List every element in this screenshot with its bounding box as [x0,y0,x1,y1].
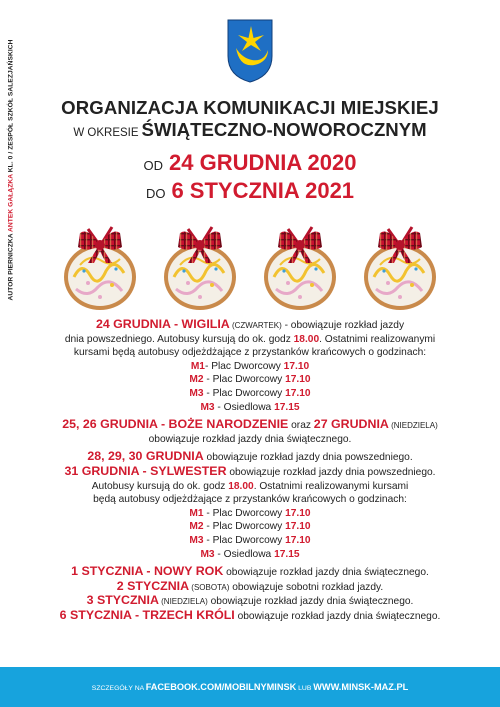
wigilia-date: 24 GRUDNIA [95,317,171,331]
bus-line-label: M1 [190,360,205,372]
subtitle-main: ŚWIĄTECZNO-NOWOROCZNYM [141,119,427,140]
bus-line-sep: - [203,387,213,399]
sylwester-text2: Autobusy kursują do ok. godz [91,480,229,492]
list-item [0,387,500,401]
wigilia-text-last [0,346,500,360]
credit-author-name: ANTEK GAŁĄZKA [7,174,15,232]
date-to [0,178,500,204]
wigilia-heading [0,318,500,333]
bus-stop: Plac Dworcowy [212,534,286,546]
bus-time: 17.10 [285,534,311,546]
christmas-text-value: obowiązuje rozkład jazdy dnia świątecznego. [148,433,352,445]
jan2-text: obowiązuje sobotni rozkład jazdy. [229,581,384,593]
date-from [0,150,500,176]
bus-line-label: M3 [189,534,204,546]
sylwester-text4: będą autobusy odjeżdżające z przystanków krańcowych o godzinach: [93,494,407,506]
bus-line-label: M3 [200,548,215,560]
bus-line-sep: - [203,521,213,533]
new-year-date: 1 STYCZNIA [71,564,143,579]
new-year-text: obowiązuje rozkład jazdy dnia świątecznego. [223,567,429,579]
bus-line-label: M2 [189,521,204,533]
schedule-body [0,318,500,623]
christmas-name: BOŻE NARODZENIE [168,417,289,432]
date-to-value: 6 STYCZNIA 2021 [171,178,355,203]
list-item [0,548,500,562]
credit-school: KL. 0 / ZESPÓŁ SZKÓŁ SALEZJAŃSKICH [7,39,15,175]
cookie-decorations [58,213,442,313]
wigilia-time: 18.00 [293,333,320,345]
bus-time: 17.15 [274,401,300,413]
jan3-heading [0,594,500,609]
bus-stop: Plac Dworcowy [211,360,284,372]
city-crest-star-crescent-icon [226,18,274,84]
date-to-prefix: DO [145,186,166,201]
new-year-heading [0,565,500,580]
bus-line-sep: - [203,507,213,519]
jan3-day: (NIEDZIELA) [158,597,208,607]
wigilia-text [0,333,500,347]
sylwester-text-last [0,493,500,507]
bus-stop: Osiedlowa [223,548,275,560]
bus-stop: Plac Dworcowy [212,374,286,386]
christmas-dates: 25, 26 GRUDNIA [62,417,158,432]
bus-line-sep: - [203,534,213,546]
date-from-prefix: OD [143,158,163,173]
list-item [0,401,500,415]
footer-prefix: SZCZEGÓŁY NA [91,685,146,692]
between-text: obowiązuje rozkład jazdy dnia powszedniego. [203,452,413,464]
christmas-day: (NIEDZIELA) [388,421,438,431]
page-title: ORGANIZACJA KOMUNIKACJI MIEJSKIEJ [61,97,439,118]
list-item [0,520,500,534]
jan2-day: (SOBOTA) [189,582,230,592]
footer-or: LUB [296,685,314,692]
jan2-heading [0,580,500,595]
wigilia-text1: - obowiązuje rozkład jazdy [281,320,405,331]
website-link[interactable]: WWW.MINSK-MAZ.PL [313,682,409,692]
wigilia-text3: . Ostatnimi realizowanymi [319,333,436,345]
epiphany-text: obowiązuje rozkład jazdy dnia świątecznego. [234,610,441,622]
wigilia-sep: - [170,317,182,331]
epiphany-date: 6 STYCZNIA [59,607,132,622]
gingerbread-cookie-icon [258,213,342,313]
christmas-sep: - [157,417,169,432]
bus-time: 17.15 [274,548,300,560]
bus-time: 17.10 [283,360,310,372]
subtitle-prefix: W OKRESIE [73,127,139,139]
christmas-text [0,433,500,447]
christmas-heading [0,418,500,433]
new-year-name: NOWY ROK [153,564,224,579]
sylwester-name: SYLWESTER [150,463,227,478]
bus-time: 17.10 [285,521,311,533]
bus-time: 17.10 [285,387,311,399]
sylwester-heading [0,465,500,480]
bus-line-label: M3 [200,401,215,413]
bus-line-sep: - [214,548,224,560]
wigilia-text2: dnia powszedniego. Autobusy kursują do ok. godz [64,333,294,345]
wigilia-text4: kursami będą autobusy odjeżdżające z przystanków krańcowych o godzinach: [73,347,427,359]
sylwester-date: 31 GRUDNIA [64,463,140,478]
epiphany-name: TRZECH KRÓLI [142,607,235,622]
bus-stop: Plac Dworcowy [212,387,286,399]
bus-stop: Osiedlowa [223,401,275,413]
christmas-date3: 27 GRUDNIA [313,417,389,432]
epiphany-heading [0,609,500,624]
facebook-link[interactable]: FACEBOOK.COM/MOBILNYMINSK [145,682,297,692]
new-year-sep: - [142,564,154,579]
sylwester-sep: - [139,463,151,478]
bus-line-sep: - [203,374,213,386]
bus-stop: Plac Dworcowy [212,507,286,519]
list-item [0,507,500,521]
jan2-date: 2 STYCZNIA [116,578,190,593]
gingerbread-cookie-icon [358,213,442,313]
jan3-text: obowiązuje rozkład jazdy dnia świątecznego. [207,596,414,608]
bus-time: 17.10 [285,507,311,519]
page-subtitle [0,119,500,141]
bus-line-label: M2 [189,374,204,386]
credit-prefix: AUTOR PIERNICZKA [7,232,15,301]
between-heading [0,450,500,465]
sylwester-text1: obowiązuje rozkład jazdy dnia powszedniego. [226,466,436,478]
sylwester-time: 18.00 [228,480,254,492]
sylwester-text [0,480,500,494]
list-item [0,373,500,387]
wigilia-day: (CZWARTEK) [229,321,282,330]
gingerbread-cookie-icon [158,213,242,313]
christmas-and: oraz [288,420,314,432]
gingerbread-cookie-icon [58,213,142,313]
bus-line-sep: - [214,401,224,413]
bus-line-label: M3 [189,387,204,399]
jan3-date: 3 STYCZNIA [86,593,159,608]
list-item [0,534,500,548]
bus-time: 17.10 [285,374,311,386]
bus-line-sep: - [204,360,212,372]
epiphany-sep: - [131,607,143,622]
list-item [0,360,500,374]
bus-stop: Plac Dworcowy [212,521,286,533]
sylwester-text3: . Ostatnimi realizowanymi kursami [253,480,409,492]
footer-bar [0,667,500,707]
between-dates: 28, 29, 30 GRUDNIA [87,449,204,464]
date-from-value: 24 GRUDNIA 2020 [169,150,357,175]
wigilia-name: WIGILIA [181,317,230,331]
bus-line-label: M1 [189,507,204,519]
